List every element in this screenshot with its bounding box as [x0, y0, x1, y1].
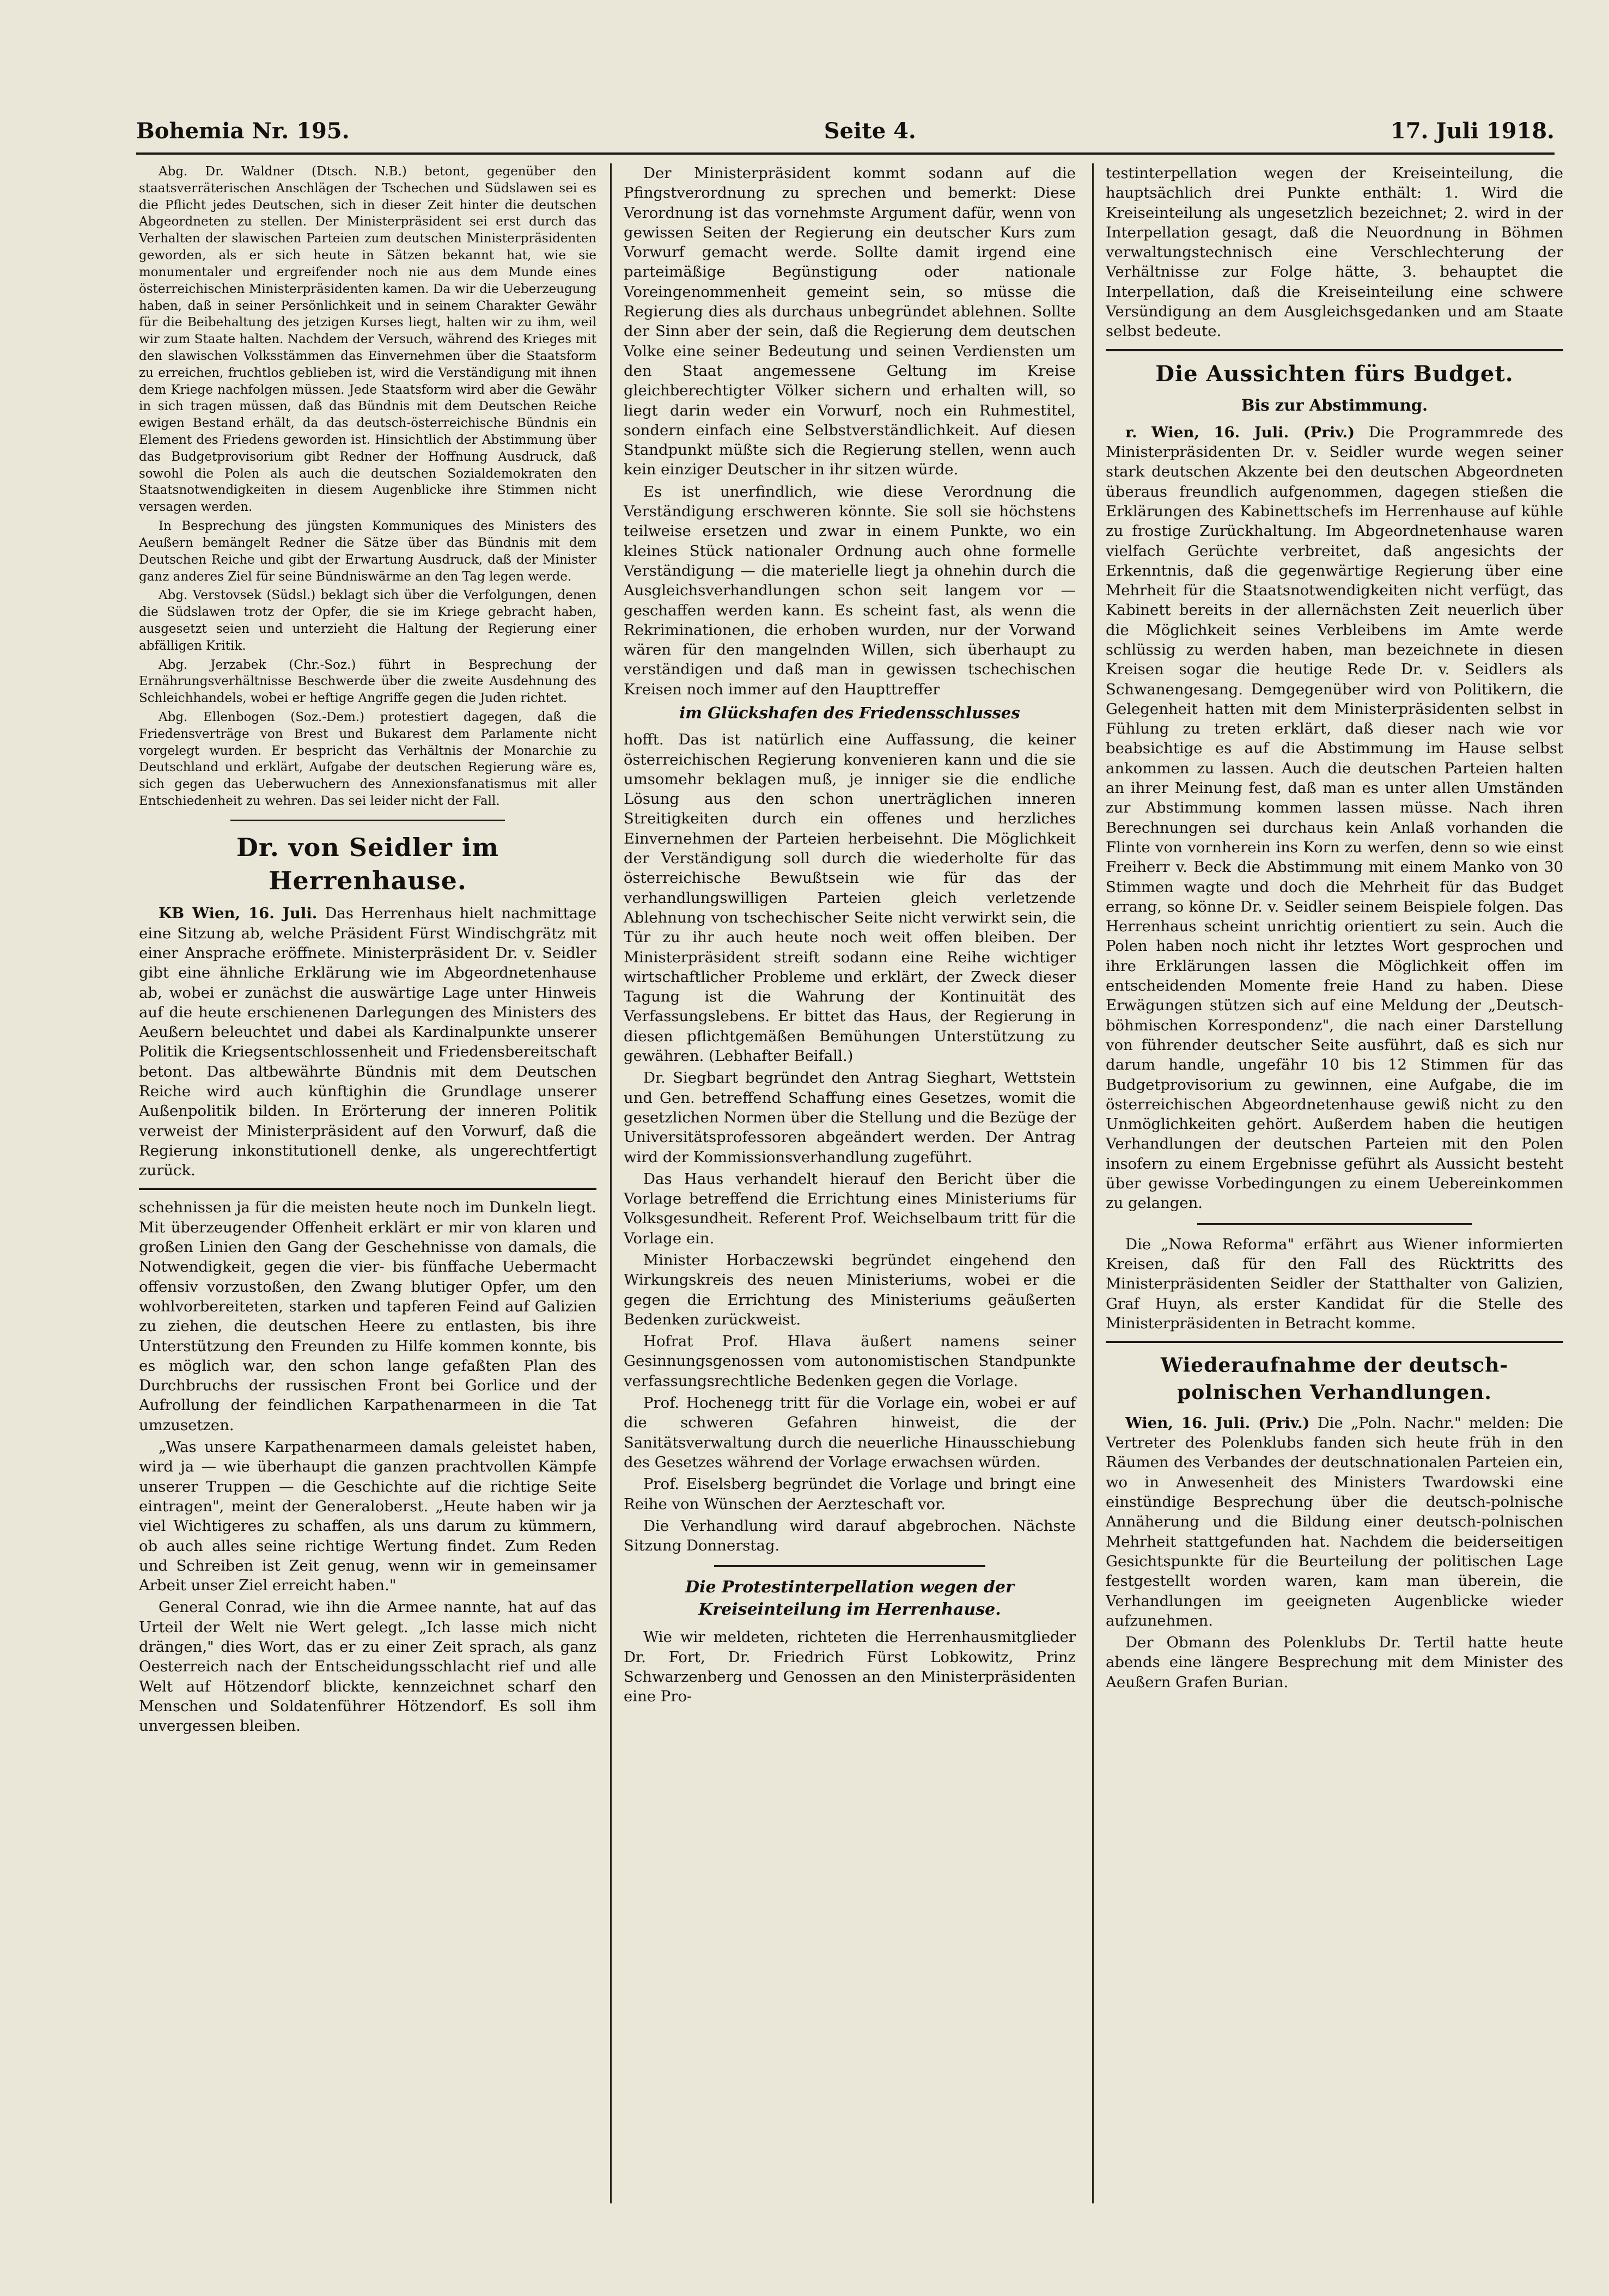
article-paragraph: Hofrat Prof. Hlava äußert namens seiner Gesinnungsgenossen vom autonomistischen Standpunkte verfassungsrechtliche Bedenken gegen die Vorlage.	[624, 1333, 1076, 1390]
article-paragraph: Die „Poln. Nachr." melden: Die Vertreter des Polenklubs fanden sich heute früh in den Räumen des Verbandes der deutschnationalen Parteien ein, wo in Anwesenheit des Ministers Twardowski eine einstündige Besprechung über die deutsch-polnische Annäherung und die Bildung einer deutsch-polnischen Mehrheit stattgefunden hat. Nachdem die beiderseitigen Gesichtspunkte für die Beurteilung der politischen Lage festgestellt worden waren, kam man überein, die Verhandlungen im geeigneten Augenblicke wieder aufzunehmen.	[1106, 1414, 1564, 1629]
article-paragraph: In Besprechung des jüngsten Kommuniques des Ministers des Aeußern bemängelt Redner die Sätze über das Bündnis mit dem Deutschen Reiche und gibt der Erwartung Ausdruck, daß der Minister ganz anderes Ziel für seine Bündniswärme an den Tag legen werde.	[139, 519, 596, 584]
article-paragraph: Der Ministerpräsident kommt sodann auf die Pfingstverordnung zu sprechen und bemerkt: Diese Verordnung ist das vornehmste Argument dafür, wenn von gewissen Seiten der Regierung ein deutscher Kurs zum Vorwurf gemacht werde. Sollte damit irgend eine parteimäßige Begünstigung oder nationale Voreingenommenheit gemeint sein, so müsse die Regierung dies als durchaus unbegründet ablehnen. Sollte der Sinn aber der sein, daß die Regierung dem deutschen Volke eine seiner Bedeutung und seinen Verdiensten um den Staat angemessene Geltung im Kreise gleichberechtigter Völker sichern und erhalten will, so liegt darin weder ein Vorwurf, noch ein Ruhmestitel, sondern einfach eine Selbstverständlichkeit. Auf diesen Standpunkt müßte sich die Regierung stellen, wenn auch kein einziger Deutscher in ihr sitzen würde.	[624, 164, 1076, 479]
article-paragraph: Die „Nowa Reforma" erfährt aus Wiener informierten Kreisen, daß für den Fall des Rücktritts des Ministerpräsidenten Seidler der Statthalter von Galizien, Graf Huyn, als erster Kandidat für die Stelle des Ministerpräsidenten in Betracht komme.	[1106, 1235, 1563, 1332]
header-rule	[136, 152, 1555, 155]
article-paragraph: Das Haus verhandelt hierauf den Bericht über die Vorlage betreffend die Errichtung eines Ministeriums für Volksgesundheit. Referent Prof. Weichselbaum tritt für die Vorlage ein.	[624, 1170, 1076, 1247]
separator	[139, 1188, 596, 1190]
article-headline: Dr. von Seidler im Herrenhause.	[236, 832, 499, 895]
article-paragraph: Wie wir meldeten, richteten die Herrenhausmitglieder Dr. Fort, Dr. Friedrich Fürst Lobkowitz, Prinz Schwarzenberg und Genossen an den Ministerpräsidenten eine Pro-	[624, 1628, 1076, 1706]
separator	[1197, 1223, 1472, 1225]
subheading: im Glückshafen des Friedensschlusses	[679, 704, 1020, 723]
column-divider	[610, 163, 612, 2203]
page-number: Seite 4.	[824, 118, 916, 144]
article-paragraph: Dr. Siegbart begründet den Antrag Sieghart, Wettstein und Gen. betreffend Schaffung eines Gesetzes, womit die gesetzlichen Normen über die Stellung und die Bezüge der Universitätsprofessoren abgeändert werden. Der Antrag wird der Kommissionsverhandlung zugeführt.	[624, 1069, 1076, 1166]
separator	[714, 1565, 985, 1567]
article-paragraph: „Was unsere Karpathenarmeen damals geleistet haben, wird ja — wie überhaupt die ganzen prachtvollen Kämpfe unserer Truppen — die Geschichte auf die richtige Seite eintragen", meint der Generaloberst. „Heute haben wir ja viel Wichtigeres zu schaffen, als uns darum zu kümmern, ob auch alles seine richtige Wertung findet. Zum Reden und Schreiben ist Zeit genug, wenn wir in gemeinsamer Arbeit unser Ziel erreicht haben."	[139, 1438, 596, 1595]
issue-label: Bohemia Nr. 195.	[136, 118, 350, 144]
article-paragraph: Das Herrenhaus hielt nachmittage eine Sitzung ab, welche Präsident Fürst Windischgrätz mit einer Ansprache eröffnete. Ministerpräsident Dr. v. Seidler gibt eine ähnliche Erklärung wie im Abgeordnetenhause ab, wobei er zunächst die auswärtige Lage unter Hinweis auf die heute erschienenen Darlegungen des Ministers des Aeußern beleuchtet und dabei als Kardinalpunkte unserer Politik die Kriegsentschlossenheit und Friedensbereitschaft betont. Das altbewährte Bündnis mit dem Deutschen Reiche wird auch künftighin die Grundlage unserer Außenpolitik bilden. In Erörterung der inneren Politik verweist der Ministerpräsident auf den Vorwurf, daß die Regierung inkonstitutionell denke, als ungerechtfertigt zurück.	[139, 905, 596, 1180]
article-paragraph: Die Programmrede des Ministerpräsidenten Dr. v. Seidler wurde wegen seiner stark deutschen Akzente bei den deutschen Abgeordneten überaus freundlich aufgenommen, dagegen stießen die Erklärungen des Kabinettschefs im Herrenhause auf kühle zu frostige Zurückhaltung. Im Abgeordnetenhause waren vielfach Gerüchte verbreitet, daß angesichts der Erkenntnis, daß die gegenwärtige Regierung über eine Mehrheit für die Staatsnotwendigkeiten nicht verfügt, das Kabinett bereits in der allernächsten Zeit neuerlich über die Möglichkeit seines Verbleibens im Amte werde schlüssig zu werden haben, man bezeichnete in diesen Kreisen sogar die heutige Rede Dr. v. Seidlers als Schwanengesang. Demgegenüber wird von Politikern, die Gelegenheit hatten mit dem Ministerpräsidenten selbst in Fühlung zu treten erklärt, daß dieser nach wie vor beabsichtige es auf die Abstimmung im Hause selbst ankommen zu lassen. Auch die deutschen Parteien halten an ihrer Meinung fest, daß man es unter allen Umständen zur Abstimmung kommen lassen müsse. Nach ihren Berechnungen sei durchaus kein Anlaß vorhanden die Flinte von vornherein ins Korn zu werfen, denn so wie einst Freiherr v. Beck die Abstimmung mit einem Manko von 30 Stimmen wagte und doch die Mehrheit für das Budget errang, so könne Dr. v. Seidler seinem Beispiele folgen. Das Herrenhaus scheint unrichtig orientiert zu sein. Auch die Polen haben noch nicht ihr letztes Wort gesprochen und ihre Erklärungen lassen die Möglichkeit offen im entscheidenden Momente freie Hand zu haben. Diese Erwägungen stützen sich auf eine Meldung der „Deutsch-böhmischen Korrespondenz", die nach einer Darstellung von führender deutscher Seite ausführt, daß es sich nur darum handle, ungefähr 10 bis 12 Stimmen für das Budgetprovisorium zu gewinnen, eine Aufgabe, die im österreichischen Abgeordnetenhause gewiß nicht zu den Unmöglichkeiten gehört. Außerdem haben die heutigen Verhandlungen der deutschen Parteien mit den Polen insofern zu einem Ergebnisse geführt als Aussicht besteht über gewisse Vorbedingungen zu einem Uebereinkommen zu gelangen.	[1106, 423, 1563, 1212]
article-paragraph: Minister Horbaczewski begründet eingehend den Wirkungskreis des neuen Ministeriums, wobei er die gegen die Errichtung des Ministeriums geäußerten Bedenken zurückweist.	[624, 1251, 1076, 1328]
article-headline: Wiederaufnahme der deutsch-polnischen Verhandlungen.	[1160, 1354, 1509, 1405]
parliament-notes	[139, 163, 596, 810]
subheading: Bis zur Abstimmung.	[1241, 396, 1428, 415]
column-divider	[1092, 163, 1094, 2203]
article-paragraph: Abg. Jerzabek (Chr.-Soz.) führt in Besprechung der Ernährungsverhältnisse Beschwerde über die zweite Ausdehnung des Schleichhandels, wobei er heftige Angriffe gegen die Juden richtet.	[139, 657, 596, 706]
dateline: r. Wien, 16. Juli. (Priv.)	[1125, 423, 1355, 441]
separator	[1106, 1341, 1563, 1343]
article-headline: Die Aussichten fürs Budget.	[1155, 361, 1514, 387]
dateline: Wien, 16. Juli. (Priv.)	[1125, 1414, 1310, 1432]
separator	[230, 820, 505, 821]
column-3	[1106, 163, 1563, 1694]
article-paragraph: schehnissen ja für die meisten heute noch im Dunkeln liegt. Mit überzeugender Offenheit erklärt er mir von klaren und großen Linien den Gang der Geschehnisse von damals, die Notwendigkeit, gegen die vier- bis fünffache Uebermacht offensiv vorzustoßen, den Zwang blutiger Opfer, um den wohlvorbereiteten, starken und tapferen Feind auf Galizien zu ziehen, die deutschen Heere zu entlasten, bis ihre Unterstützung den Freunden zu Hilfe kommen konnte, bis es möglich war, den schon lange gefaßten Plan des Durchbruchs der russischen Front bei Gorlice und der Aufrollung der feindlichen Karpathenarmeen in die Tat umzusetzen.	[139, 1199, 596, 1434]
article-headline: Die Protestinterpellation wegen der Kreiseinteilung im Herrenhause.	[685, 1578, 1014, 1619]
column-2	[624, 163, 1076, 1709]
dateline: KB Wien, 16. Juli.	[159, 905, 318, 923]
article-paragraph: General Conrad, wie ihn die Armee nannte, hat auf das Urteil der Welt nie Wert gelegt. „Ich lasse mich nicht drängen," dies Wort, das er zu einer Zeit sprach, als ganz Oesterreich nach der Entscheidungsschlacht rief und alle Welt auf Hötzendorf blickte, kennzeichnet scharf den Menschen und Soldatenführer Hötzendorf. Es soll ihm unvergessen bleiben.	[139, 1598, 596, 1735]
article-paragraph: Prof. Eiselsberg begründet die Vorlage und bringt eine Reihe von Wünschen der Aerzteschaft vor.	[624, 1475, 1076, 1513]
column-1	[139, 163, 596, 1738]
article-paragraph: Abg. Ellenbogen (Soz.-Dem.) protestiert dagegen, daß die Friedensverträge von Brest und Bukarest dem Parlamente nicht vorgelegt wurden. Er bespricht das Verhältnis der Monarchie zu Deutschland und erklärt, Aufgabe der deutschen Regierung wäre es, sich gegen das Ueberwuchern des Annexionsfanatismus mit aller Entschiedenheit zu wehren. Das sei leider nicht der Fall.	[139, 710, 596, 809]
article-paragraph: Die Verhandlung wird darauf abgebrochen. Nächste Sitzung Donnerstag.	[624, 1517, 1076, 1555]
article-paragraph: hofft. Das ist natürlich eine Auffassung, die keiner österreichischen Regierung konvenieren kann und die sie umsomehr beklagen muß, je inniger sie die endliche Lösung aus den schon unerträglichen inneren Streitigkeiten durch ein offenes und herzliches Einvernehmen der Parteien herbeisehnt. Die Möglichkeit der Verständigung soll durch die wiederholte für das österreichische Bewußtsein wie für das der verhandlungswilligen Parteien gleich verletzende Ablehnung von tschechischer Seite nicht verwirkt sein, die Tür zu ihr auch heute noch weit offen bleiben. Der Ministerpräsident streift sodann eine Reihe wichtiger wirtschaftlicher Probleme und erklärt, der Zweck dieser Tagung ist die Wahrung der Kontinuität des Verfassungslebens. Er bittet das Haus, der Regierung in diesen pflichtgemäßen Bemühungen Unterstützung zu gewähren. (Lebhafter Beifall.)	[624, 731, 1076, 1065]
article-paragraph: Der Obmann des Polenklubs Dr. Tertil hatte heute abends eine längere Besprechung mit dem Minister des Aeußern Grafen Burian.	[1106, 1634, 1563, 1691]
article-paragraph: Prof. Hochenegg tritt für die Vorlage ein, wobei er auf die schweren Gefahren hinweist, die der Sanitätsverwaltung durch die neuerliche Hinausschiebung des Gesetzes während der Vorlage erwachsen würden.	[624, 1394, 1076, 1471]
article-paragraph: Abg. Dr. Waldner (Dtsch. N.B.) betont, gegenüber den staatsverräterischen Anschlägen der Tschechen und Südslawen sei es die Pflicht jedes Deutschen, sich in dieser Zeit hinter die deutschen Abgeordneten zu stellen. Der Ministerpräsident sei erst durch das Verhalten der slawischen Parteien zum deutschen Ministerpräsidenten geworden, als er sich heute in Sätzen bekannt hat, wie sie monumentaler und ergreifender noch nie aus dem Munde eines österreichischen Ministerpräsidenten kamen. Da wir die Ueberzeugung haben, daß in seiner Persönlichkeit und in seinem Charakter Gewähr für die Beibehaltung des jetzigen Kurses liegt, halten wir zu ihm, weil wir zum Staate halten. Nachdem der Versuch, während des Krieges mit den slawischen Volksstämmen das Einvernehmen über die Staatsform zu erreichen, fruchtlos geblieben ist, wird die Verständigung mit ihnen dem Kriege nachfolgen müssen. Jede Staatsform wird aber die Gewähr in sich tragen müssen, daß das Bündnis mit dem Deutschen Reiche ewigen Bestand erhält, da das deutsch-österreichische Bündnis ein Element des Friedens geworden ist. Hinsichtlich der Abstimmung über das Budgetprovisorium gibt Redner der Hoffnung Ausdruck, daß sowohl die Polen als auch die deutschen Sozialdemokraten den Staatsnotwendigkeiten in diesem Augenblicke ihre Stimmen nicht versagen werden.	[139, 164, 596, 515]
separator	[1106, 349, 1563, 351]
article-paragraph: testinterpellation wegen der Kreiseinteilung, die hauptsächlich drei Punkte enthält: 1. Wird die Kreiseinteilung als ungesetzlich bezeichnet; 2. wird in der Interpellation gesagt, daß die Neuordnung in Böhmen verwaltungstechnisch eine Verschlechterung der Verhältnisse zur Folge hätte, 3. behauptet die Interpellation, daß die Kreiseinteilung eine schwere Versündigung an dem Ausgleichsgedanken und am Staate selbst bedeute.	[1106, 164, 1563, 340]
article-paragraph: Es ist unerfindlich, wie diese Verordnung die Verständigung erschweren könnte. Sie soll sie höchstens teilweise ersetzen und zwar in einem Punkte, wo ein kleines Stück nationaler Ordnung auch ohne formelle Verständigung — die materielle liegt ja ohnehin durch die Ausgleichsverhandlungen schon seit langem vor — geschaffen werden kann. Es scheint fast, als wenn die Rekriminationen, die erhoben wurden, nur der Vorwand wären für den mangelnden Willen, sich überhaupt zu verständigen und daß man in gewissen tschechischen Kreisen noch immer auf den Haupttreffer	[624, 483, 1076, 698]
article-paragraph: Abg. Verstovsek (Südsl.) beklagt sich über die Verfolgungen, denen die Südslawen trotz der Opfer, die sie im Kriege gebracht haben, ausgesetzt seien und unterzieht die Haltung der Regierung einer abfälligen Kritik.	[139, 588, 596, 653]
issue-date: 17. Juli 1918.	[1390, 118, 1555, 144]
page-header	[136, 112, 1555, 150]
